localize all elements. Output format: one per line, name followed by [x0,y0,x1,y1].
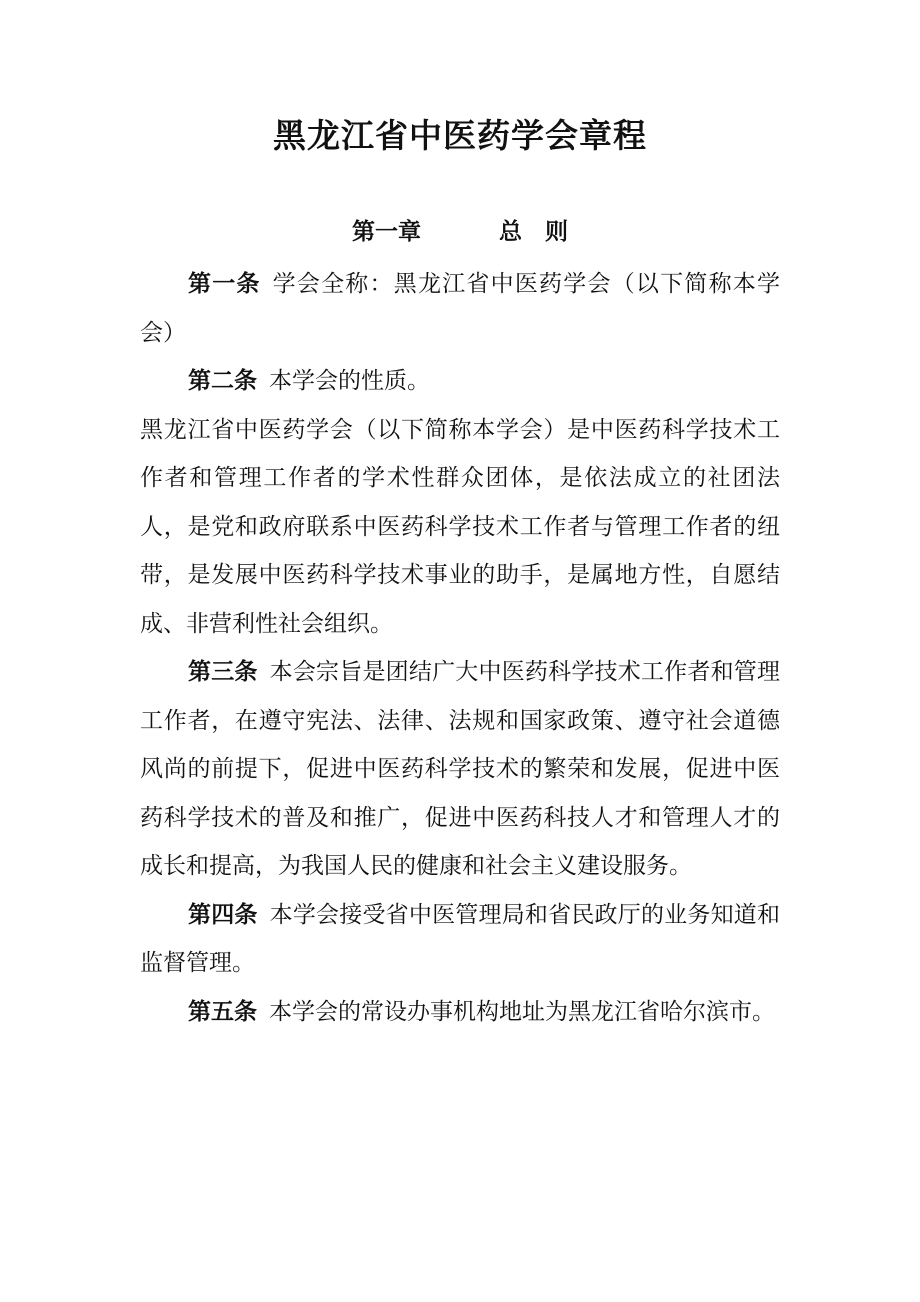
article-1 [140,260,780,357]
article-2 [140,357,780,406]
article-5 [140,988,780,1037]
article-text: 黑龙江省中医药学会（以下简称本学会）是中医药科学技术工作者和管理工作者的学术性群众团体，是依法成立的社团法人，是党和政府联系中医药科学技术工作者与管理工作者的纽带，是发展中医药科学技术事业的助手，是属地方性，自愿结成、非营利性社会组织。 [140,416,780,637]
article-text: 本会宗旨是团结广大中医药科学技术工作者和管理工作者，在遵守宪法、法律、法规和国家政策、遵守社会道德风尚的前提下，促进中医药科学技术的繁荣和发展，促进中医药科学技术的普及和推广，促进中医药科技人才和管理人才的成长和提高，为我国人民的健康和社会主义建设服务。 [140,659,780,879]
article-text: 学会全称：黑龙江省中医药学会（以下简称本学会） [140,271,781,346]
article-2-body [140,406,780,649]
article-4 [140,891,780,988]
article-text: 本学会的常设办事机构地址为黑龙江省哈尔滨市。 [269,998,775,1025]
document-title: 黑龙江省中医药学会章程 [273,116,647,155]
chapter-name: 总 则 [499,218,568,245]
chapter-heading [0,214,920,250]
article-label: 第四条 [188,900,258,928]
article-label: 第三条 [188,658,258,685]
article-label: 第一条 [188,270,261,297]
article-text: 本学会的性质。 [269,368,430,394]
chapter-number: 第一章 [352,218,421,245]
article-label: 第二条 [188,367,257,394]
document-body [140,260,780,1036]
article-label: 第五条 [188,997,257,1025]
article-3 [140,648,780,891]
article-text: 本学会接受省中医管理局和省民政厅的业务知道和监督管理。 [140,901,780,976]
